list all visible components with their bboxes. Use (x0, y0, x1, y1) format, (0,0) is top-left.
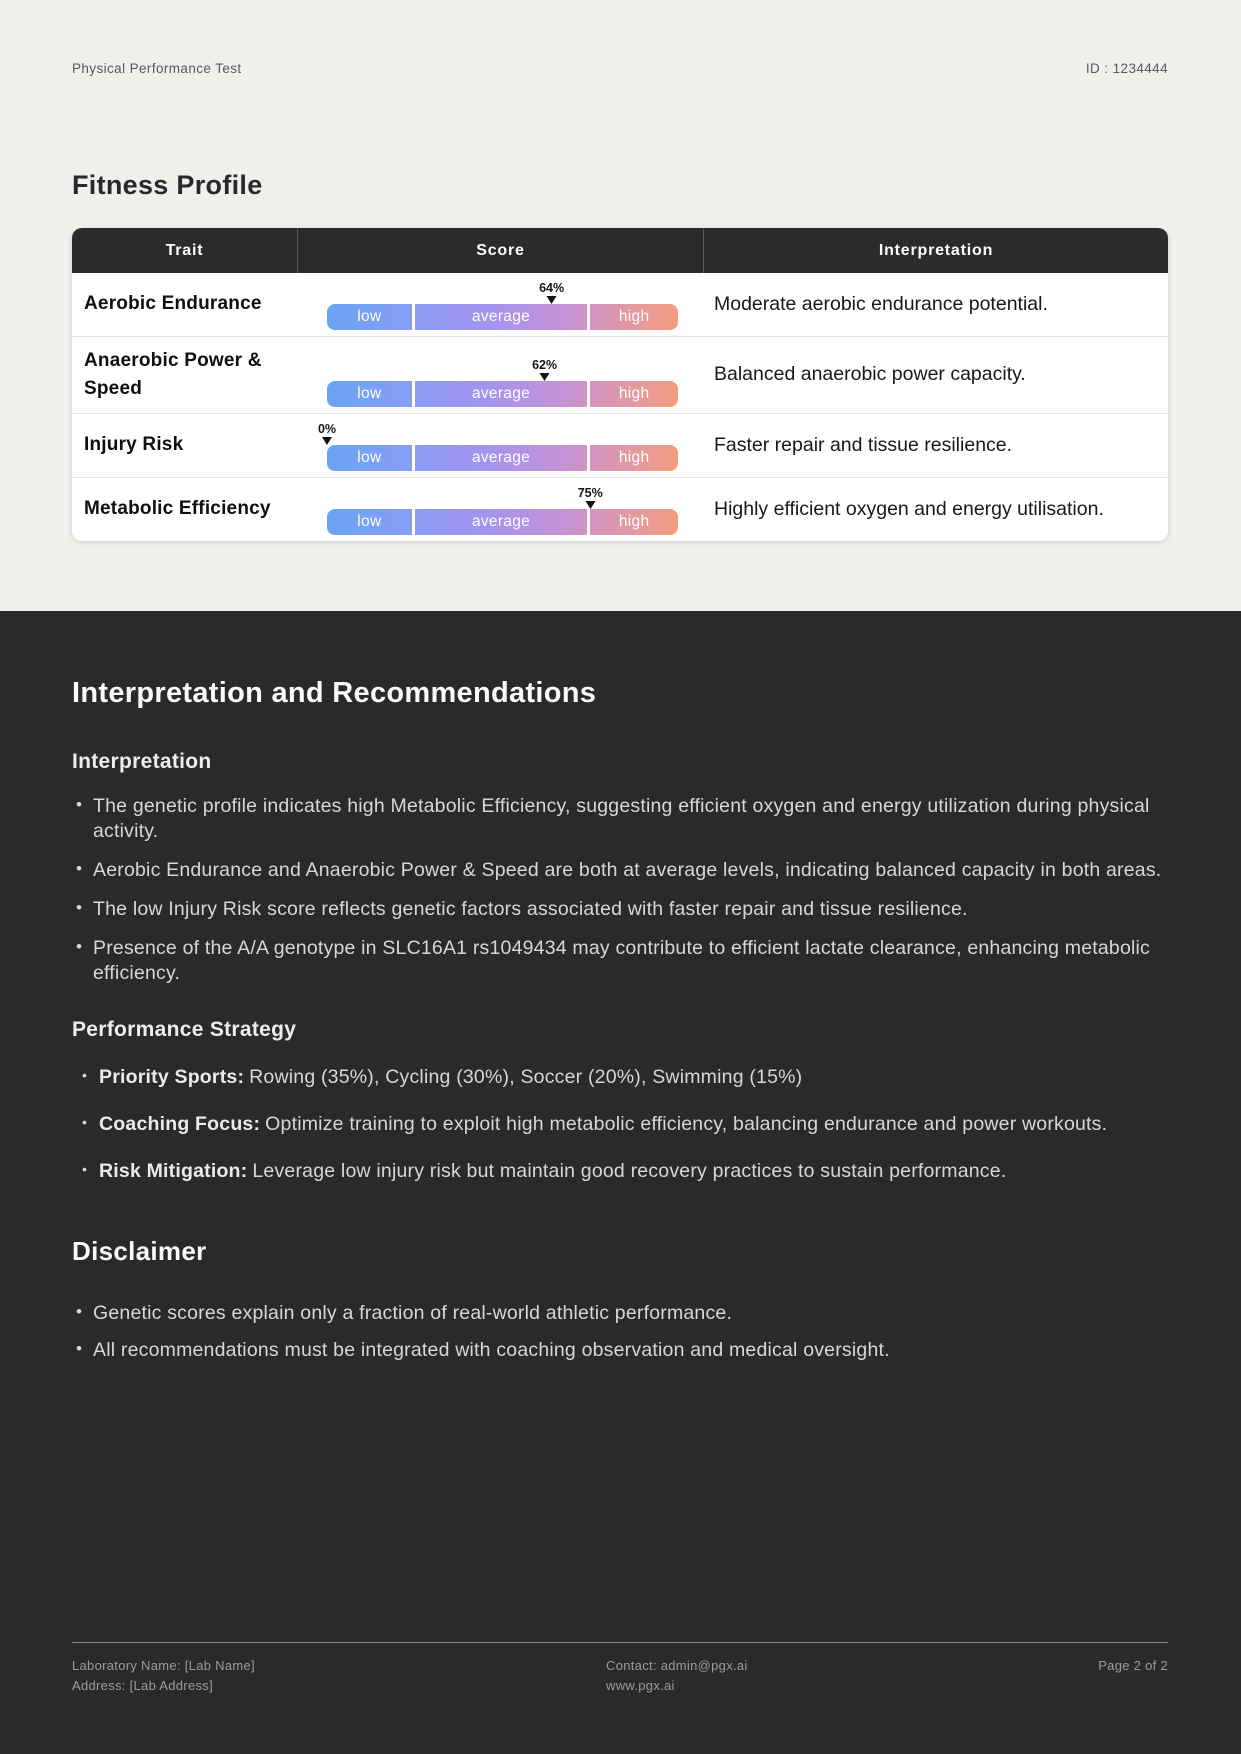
footer-contact-info (606, 1656, 1098, 1696)
bullet-dot: • (82, 1113, 87, 1130)
bullet-dot: • (76, 1339, 82, 1359)
bullet-text: The genetic profile indicates high Metabolic Efficiency, suggesting efficient oxygen and energy utilization during physical activity. (93, 795, 1150, 842)
bar-segment-low: low (327, 509, 415, 535)
table-row (72, 477, 1168, 541)
footer-lab-info (72, 1656, 606, 1696)
marker-triangle-icon (322, 437, 332, 445)
list-item (72, 1338, 1168, 1363)
document-header (72, 61, 1168, 76)
table-row (72, 413, 1168, 477)
list-item (78, 1109, 1168, 1139)
bullet-dot: • (76, 795, 82, 814)
table-row (72, 273, 1168, 336)
bullet-text (99, 1156, 1168, 1186)
footer-lab-address: Address: [Lab Address] (72, 1677, 214, 1693)
score-percent-label: 64% (539, 281, 565, 295)
bullet-body: Optimize training to exploit high metabolic efficiency, balancing endurance and power workouts. (265, 1112, 1108, 1135)
bar-segment-low: low (327, 445, 415, 471)
bullet-label: Coaching Focus: (99, 1112, 261, 1135)
table-header-row (72, 228, 1168, 273)
marker-triangle-icon (585, 501, 595, 509)
recommendations-section (0, 611, 1241, 1754)
bar-segment-average: average (415, 304, 591, 330)
strategy-bullet-list (78, 1062, 1168, 1187)
score-marker (318, 422, 336, 445)
bullet-dot: • (76, 1302, 82, 1322)
bullet-dot: • (76, 897, 82, 917)
score-gradient-bar (327, 304, 678, 330)
bullet-text: The low Injury Risk score reflects genetic factors associated with faster repair and tissue resilience. (93, 897, 968, 920)
footer-lab-name: Laboratory Name: [Lab Name] (72, 1657, 255, 1673)
bullet-text: Genetic scores explain only a fraction of real-world athletic performance. (93, 1302, 733, 1325)
bullet-dot: • (76, 936, 82, 956)
footer-website: www.pgx.ai (606, 1677, 675, 1693)
table-row (72, 336, 1168, 413)
bar-segment-average: average (415, 381, 591, 407)
disclaimer-heading: Disclaimer (72, 1236, 207, 1267)
trait-label: Aerobic Endurance (84, 293, 262, 315)
score-cell (297, 478, 703, 541)
bullet-label: Risk Mitigation: (99, 1160, 248, 1183)
interpretation-bullet-list (72, 794, 1168, 986)
list-item (72, 936, 1168, 986)
report-id: ID : 1234444 (1085, 61, 1168, 76)
trait-label: Metabolic Efficiency (84, 498, 271, 520)
list-item (78, 1062, 1168, 1092)
score-percent-label: 75% (577, 486, 603, 500)
score-percent-label: 62% (532, 358, 558, 372)
footer-contact: Contact: admin@pgx.ai (606, 1657, 748, 1673)
score-marker (539, 281, 564, 304)
score-gradient-bar (327, 445, 678, 471)
bullet-label: Priority Sports: (99, 1065, 245, 1088)
bar-segment-low: low (327, 381, 415, 407)
bar-segment-high: high (618, 449, 650, 466)
recommendations-heading: Interpretation and Recommendations (72, 677, 597, 709)
bullet-text: All recommendations must be integrated with coaching observation and medical oversight. (93, 1339, 890, 1362)
bullet-dot: • (76, 858, 82, 878)
interpretation-text: Highly efficient oxygen and energy utilisation. (714, 497, 1104, 520)
score-marker (578, 486, 603, 509)
score-marker (532, 358, 557, 381)
column-header-interpretation: Interpretation (703, 228, 1168, 273)
bar-segment-average: average (415, 509, 591, 535)
bar-segment-high: high (618, 308, 650, 325)
column-header-score: Score (297, 228, 703, 273)
page-footer (72, 1642, 1168, 1696)
bullet-text (99, 1062, 1168, 1092)
bar-segment-high: high (618, 385, 650, 402)
bar-segment-high: high (618, 513, 650, 530)
list-item (72, 897, 1168, 922)
score-cell (297, 337, 703, 413)
bar-segment-low: low (327, 304, 415, 330)
bullet-text: Aerobic Endurance and Anaerobic Power & Speed are both at average levels, indicating balanced capacity in both areas. (93, 858, 1162, 881)
interpretation-text: Balanced anaerobic power capacity. (714, 363, 1026, 386)
score-percent-label: 0% (317, 422, 337, 436)
score-cell (297, 273, 703, 336)
list-item (72, 794, 1168, 844)
bullet-text: Presence of the A/A genotype in SLC16A1 rs1049434 may contribute to efficient lactate clearance, enhancing metabolic efficiency. (93, 936, 1151, 984)
score-cell (297, 414, 703, 477)
footer-page-number: Page 2 of 2 (1098, 1657, 1168, 1673)
disclaimer-bullet-list (72, 1301, 1168, 1363)
bar-segment-average: average (415, 445, 591, 471)
fitness-profile-heading: Fitness Profile (72, 170, 263, 200)
marker-triangle-icon (540, 373, 550, 381)
fitness-profile-table (72, 228, 1168, 541)
strategy-subheading: Performance Strategy (72, 1017, 297, 1041)
list-item (72, 858, 1168, 883)
document-title: Physical Performance Test (72, 61, 242, 76)
list-item (78, 1156, 1168, 1186)
score-gradient-bar (327, 509, 678, 535)
bullet-body: Rowing (35%), Cycling (30%), Soccer (20%), Swimming (15%) (249, 1065, 803, 1088)
bullet-dot: • (82, 1066, 87, 1083)
trait-label: Anaerobic Power & Speed (84, 349, 262, 399)
score-gradient-bar (327, 381, 678, 407)
interpretation-text: Moderate aerobic endurance potential. (714, 292, 1048, 315)
bullet-text (99, 1109, 1168, 1139)
trait-label: Injury Risk (84, 434, 184, 456)
interpretation-text: Faster repair and tissue resilience. (714, 433, 1013, 456)
marker-triangle-icon (547, 296, 557, 304)
list-item (72, 1301, 1168, 1326)
bullet-body: Leverage low injury risk but maintain good recovery practices to sustain performance. (252, 1160, 1007, 1183)
column-header-trait: Trait (165, 241, 204, 259)
bullet-dot: • (82, 1161, 87, 1178)
interpretation-subheading: Interpretation (72, 750, 212, 773)
